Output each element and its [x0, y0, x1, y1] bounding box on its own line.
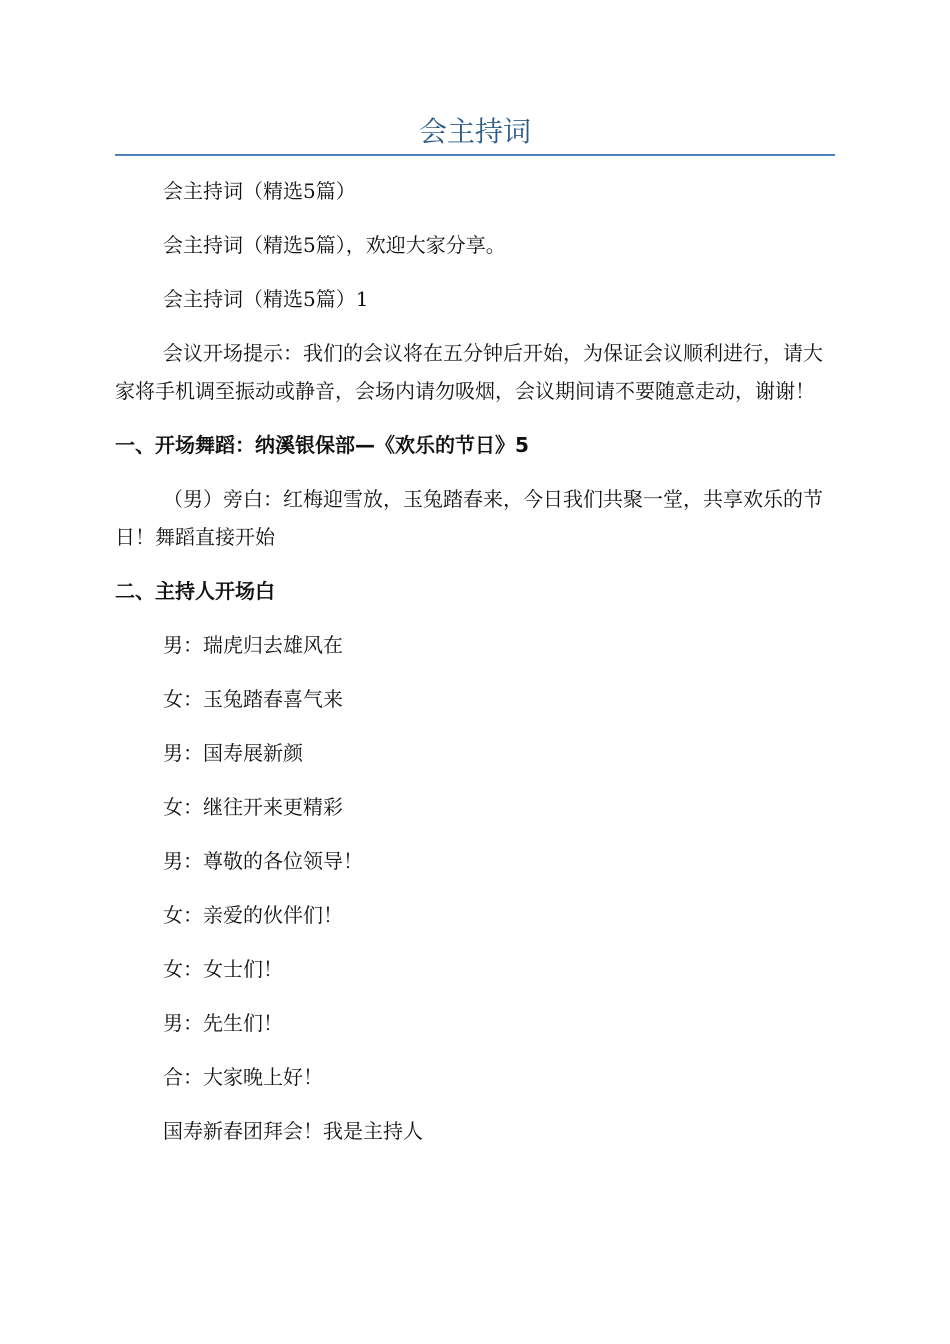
- paragraph: （男）旁白：红梅迎雪放，玉兔踏春来，今日我们共聚一堂，共享欢乐的节日！舞蹈直接开始: [115, 487, 823, 549]
- paragraph: 会主持词（精选5篇），欢迎大家分享。: [163, 233, 506, 257]
- dialogue-line: 女：玉兔踏春喜气来: [163, 687, 343, 711]
- dialogue-line: 女：亲爱的伙伴们！: [163, 903, 343, 927]
- dialogue-line: 男：国寿展新颜: [163, 741, 303, 765]
- section-heading: 一、开场舞蹈：纳溪银保部—《欢乐的节日》5: [115, 433, 529, 457]
- section-heading: 二、主持人开场白: [115, 579, 275, 603]
- paragraph: 会主持词（精选5篇）: [163, 179, 356, 203]
- dialogue-line: 男：尊敬的各位领导！: [163, 849, 363, 873]
- document-body: [115, 172, 835, 1166]
- dialogue-line: 合：大家晚上好！: [163, 1065, 323, 1089]
- dialogue-line: 女：继往开来更精彩: [163, 795, 343, 819]
- document-title: 会主持词: [418, 115, 531, 148]
- dialogue-line: 男：瑞虎归去雄风在: [163, 633, 343, 657]
- dialogue-line: 女：女士们！: [163, 957, 283, 981]
- dialogue-line: 男：先生们！: [163, 1011, 283, 1035]
- paragraph: 会主持词（精选5篇）1: [163, 287, 369, 311]
- title-underline: [115, 154, 835, 156]
- paragraph: 会议开场提示：我们的会议将在五分钟后开始，为保证会议顺利进行，请大家将手机调至振动或静音，会场内请勿吸烟，会议期间请不要随意走动，谢谢！: [115, 341, 823, 403]
- dialogue-line: 国寿新春团拜会！我是主持人: [163, 1119, 423, 1143]
